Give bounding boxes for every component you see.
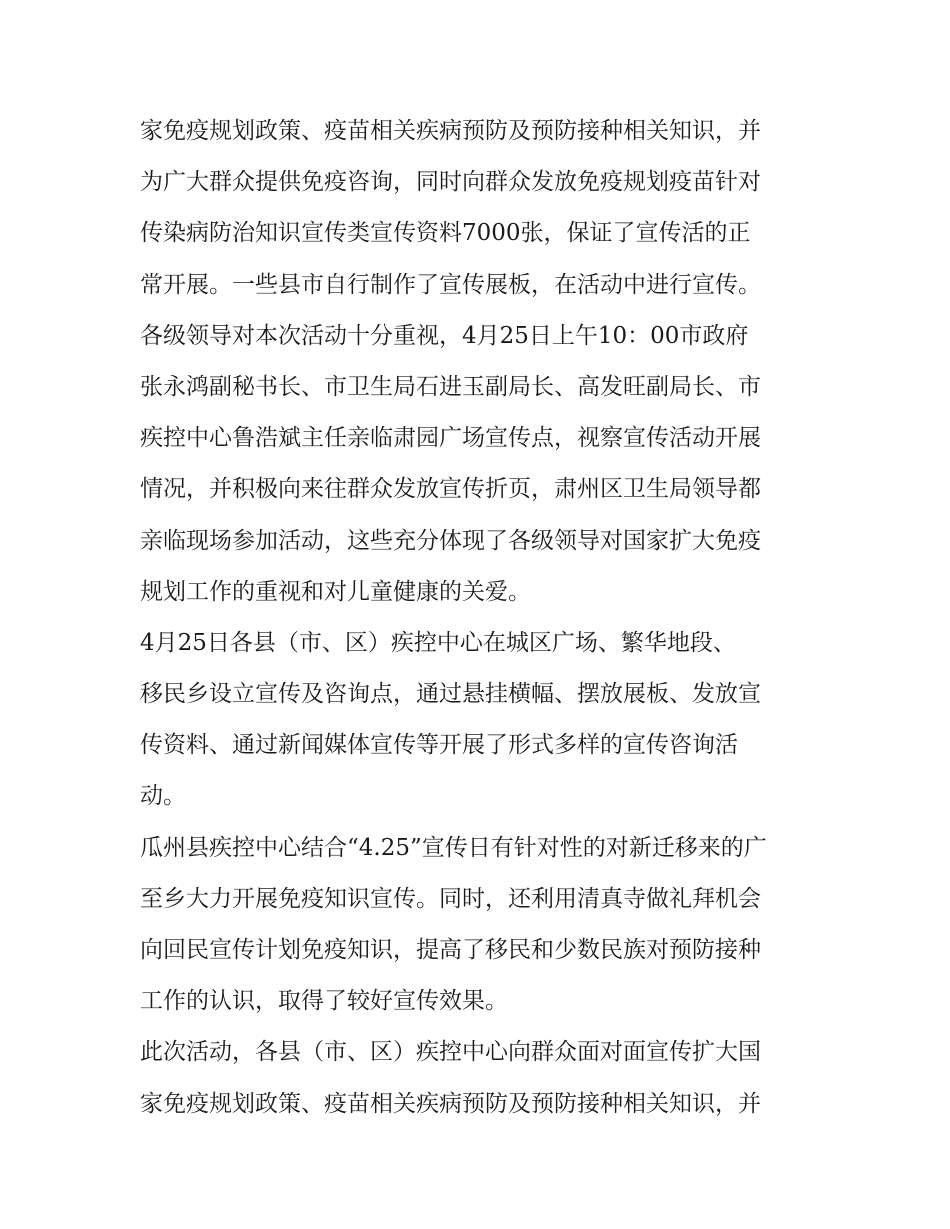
text-line: 工作的认识，取得了较好宣传效果。 (140, 988, 508, 1015)
text-line: 情况，并积极向来往群众发放宣传折页，肃州区卫生局领导都 (140, 476, 761, 503)
text-line: 家免疫规划政策、疫苗相关疾病预防及预防接种相关知识，并 (140, 1090, 761, 1117)
text-line: 张永鸿副秘书长、市卫生局石进玉副局长、高发旺副局长、市 (140, 373, 761, 400)
text-line: 此次活动，各县（市、区）疾控中心向群众面对面宣传扩大国 (140, 1039, 761, 1066)
text-line: 动。 (140, 783, 186, 810)
text-line: 传染病防治知识宣传类宣传资料7000张，保证了宣传活的正 (140, 220, 751, 247)
text-line: 各级领导对本次活动十分重视，4月25日上午10：00市政府 (140, 322, 749, 349)
text-line: 疾控中心鲁浩斌主任亲临肃园广场宣传点，视察宣传活动开展 (140, 425, 761, 452)
text-line: 4月25日各县（市、区）疾控中心在城区广场、繁华地段、 (140, 629, 736, 656)
text-line: 为广大群众提供免疫咨询，同时向群众发放免疫规划疫苗针对 (140, 169, 761, 196)
text-line: 传资料、通过新闻媒体宣传等开展了形式多样的宣传咨询活 (140, 732, 738, 759)
text-line: 至乡大力开展免疫知识宣传。同时，还利用清真寺做礼拜机会 (140, 885, 761, 912)
text-line: 规划工作的重视和对儿童健康的关爱。 (140, 578, 531, 605)
text-line: 向回民宣传计划免疫知识，提高了移民和少数民族对预防接种 (140, 937, 761, 963)
text-line: 瓜州县疾控中心结合“4.25”宣传日有针对性的对新迁移来的广 (140, 834, 767, 861)
text-line: 移民乡设立宣传及咨询点，通过悬挂横幅、摆放展板、发放宣 (140, 681, 761, 708)
text-line: 家免疫规划政策、疫苗相关疾病预防及预防接种相关知识，并 (140, 118, 761, 144)
document-body (140, 106, 820, 1130)
text-line: 常开展。一些县市自行制作了宣传展板，在活动中进行宣传。 (140, 271, 761, 298)
text-line: 亲临现场参加活动，这些充分体现了各级领导对国家扩大免疫 (140, 527, 761, 554)
